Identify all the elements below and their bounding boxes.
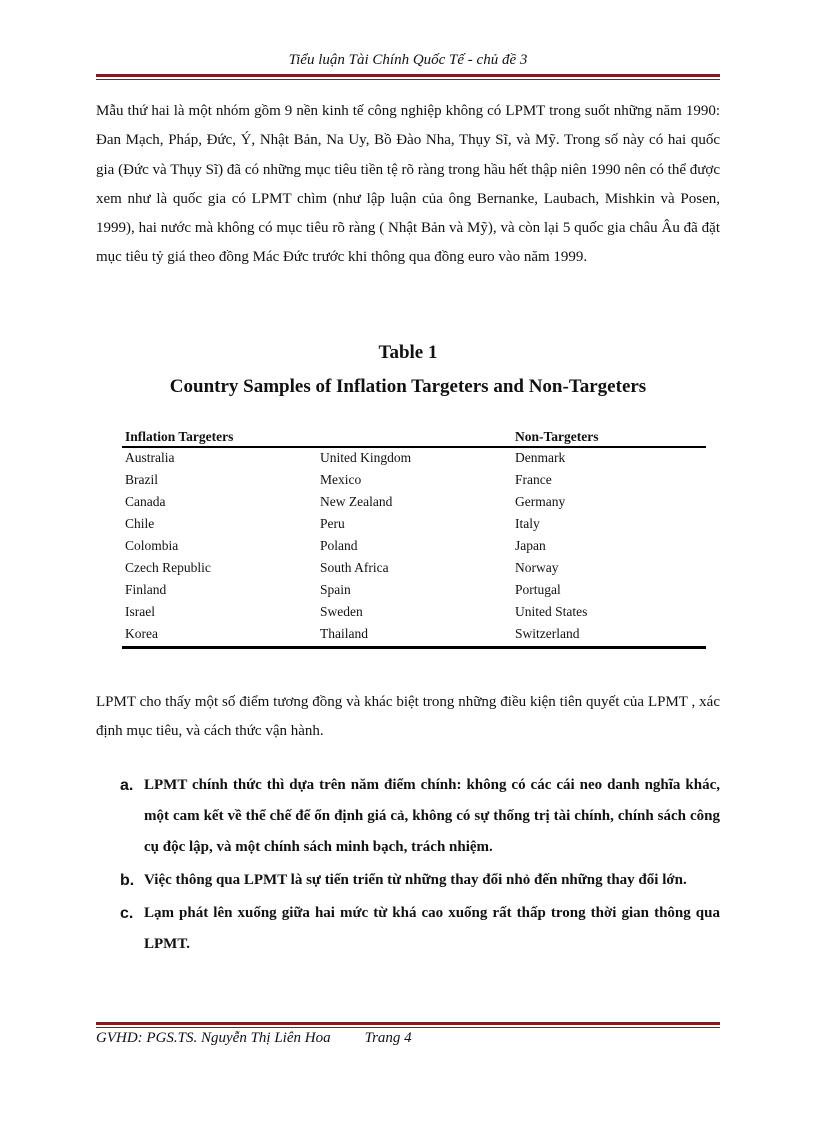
conclusion-list bbox=[96, 770, 720, 962]
footer-advisor: GVHD: PGS.TS. Nguyễn Thị Liên Hoa bbox=[96, 1030, 331, 1046]
table-cell: Italy bbox=[515, 516, 540, 531]
table-subtitle: Country Samples of Inflation Targeters and Non-Targeters bbox=[169, 376, 647, 397]
table-cell: United Kingdom bbox=[320, 450, 412, 465]
table-cell: Thailand bbox=[320, 626, 368, 641]
footer-page-number: Trang 4 bbox=[364, 1030, 412, 1046]
footer-rule bbox=[96, 1022, 720, 1028]
table-row bbox=[122, 602, 706, 624]
table-row bbox=[122, 492, 706, 514]
table-cell: France bbox=[515, 472, 552, 487]
table-row bbox=[122, 558, 706, 580]
table-title: Table 1 bbox=[378, 342, 438, 363]
list-item-text: Lạm phát lên xuống giữa hai mức từ khá cao xuống rất thấp trong thời gian thông qua LPMT. bbox=[144, 905, 720, 952]
table-cell: Denmark bbox=[515, 450, 566, 465]
table-cell: Brazil bbox=[125, 472, 158, 487]
table-cell: United States bbox=[515, 604, 588, 619]
intro-paragraph: Mẫu thứ hai là một nhóm gồm 9 nền kinh tế công nghiệp không có LPMT trong suốt những năm 1990: Đan Mạch, Pháp, Đức, Ý, Nhật Bản, Na Uy, Bồ Đào Nha, Thụy Sĩ, và Mỹ. Trong số này có hai quốc gia (Đức và Thụy Sĩ) đã có những mục tiêu tiền tệ rõ ràng trong hầu hết thập niên 1990 nên có thể được xem như là quốc gia có LPMT chìm (như lập luận của ông Bernanke, Laubach, Mishkin và Posen, 1999), hai nước mà không có mục tiêu rõ ràng ( Nhật Bản và Mỹ), và còn lại 5 quốc gia châu Âu đã đặt mục tiêu tỷ giá theo đồng Mác Đức trước khi thông qua đồng euro vào năm 1999. bbox=[96, 103, 720, 266]
table-cell: Portugal bbox=[515, 582, 561, 597]
table-cell: Sweden bbox=[320, 604, 363, 619]
page-header-title: Tiểu luận Tài Chính Quốc Tế - chủ đề 3 bbox=[288, 52, 528, 68]
table-cell: Switzerland bbox=[515, 626, 580, 641]
list-marker: b. bbox=[120, 872, 135, 889]
list-item bbox=[96, 898, 720, 960]
table-cell: Germany bbox=[515, 494, 566, 509]
table-cell: New Zealand bbox=[320, 494, 393, 509]
header-rule bbox=[96, 74, 720, 80]
table-cell: Colombia bbox=[125, 538, 179, 553]
list-item bbox=[96, 770, 720, 863]
list-marker: a. bbox=[120, 777, 134, 794]
list-item-text: Việc thông qua LPMT là sự tiến triển từ những thay đổi nhỏ đến những thay đổi lớn. bbox=[144, 872, 687, 888]
table-bottom-rule bbox=[122, 646, 706, 649]
table-row bbox=[122, 536, 706, 558]
table-cell: Czech Republic bbox=[125, 560, 211, 575]
table-cell: Poland bbox=[320, 538, 358, 553]
table-cell: Australia bbox=[125, 450, 175, 465]
table-cell: Japan bbox=[515, 538, 546, 553]
table-body bbox=[122, 448, 706, 646]
table-cell: Israel bbox=[125, 604, 155, 619]
table-cell: South Africa bbox=[320, 560, 389, 575]
country-table bbox=[122, 428, 706, 649]
table-row bbox=[122, 624, 706, 646]
table-cell: Spain bbox=[320, 582, 351, 597]
list-item-text: LPMT chính thức thì dựa trên năm điểm chính: không có các cái neo danh nghĩa khác, một cam kết về thể chế để ổn định giá cả, không có sự thống trị tài chính, chính sách công cụ độc lập, và một chính sách minh bạch, trách nhiệm. bbox=[144, 777, 720, 855]
table-row bbox=[122, 580, 706, 602]
table-row bbox=[122, 470, 706, 492]
table-cell: Canada bbox=[125, 494, 166, 509]
page-footer bbox=[96, 1030, 412, 1047]
table-cell: Chile bbox=[125, 516, 155, 531]
table-header-row bbox=[122, 428, 706, 446]
table-cell: Finland bbox=[125, 582, 167, 597]
table-cell: Mexico bbox=[320, 472, 362, 487]
header-non-targeters: Non-Targeters bbox=[515, 429, 599, 444]
second-paragraph: LPMT cho thấy một số điểm tương đồng và khác biệt trong những điều kiện tiên quyết của LPMT , xác định mục tiêu, và cách thức vận hành. bbox=[96, 694, 720, 740]
table-cell: Korea bbox=[125, 626, 158, 641]
table-row bbox=[122, 514, 706, 536]
list-marker: c. bbox=[120, 905, 134, 922]
table-cell: Norway bbox=[515, 560, 559, 575]
table-row bbox=[122, 448, 706, 470]
header-inflation-targeters: Inflation Targeters bbox=[125, 429, 234, 444]
list-item bbox=[96, 865, 720, 896]
table-cell: Peru bbox=[320, 516, 345, 531]
